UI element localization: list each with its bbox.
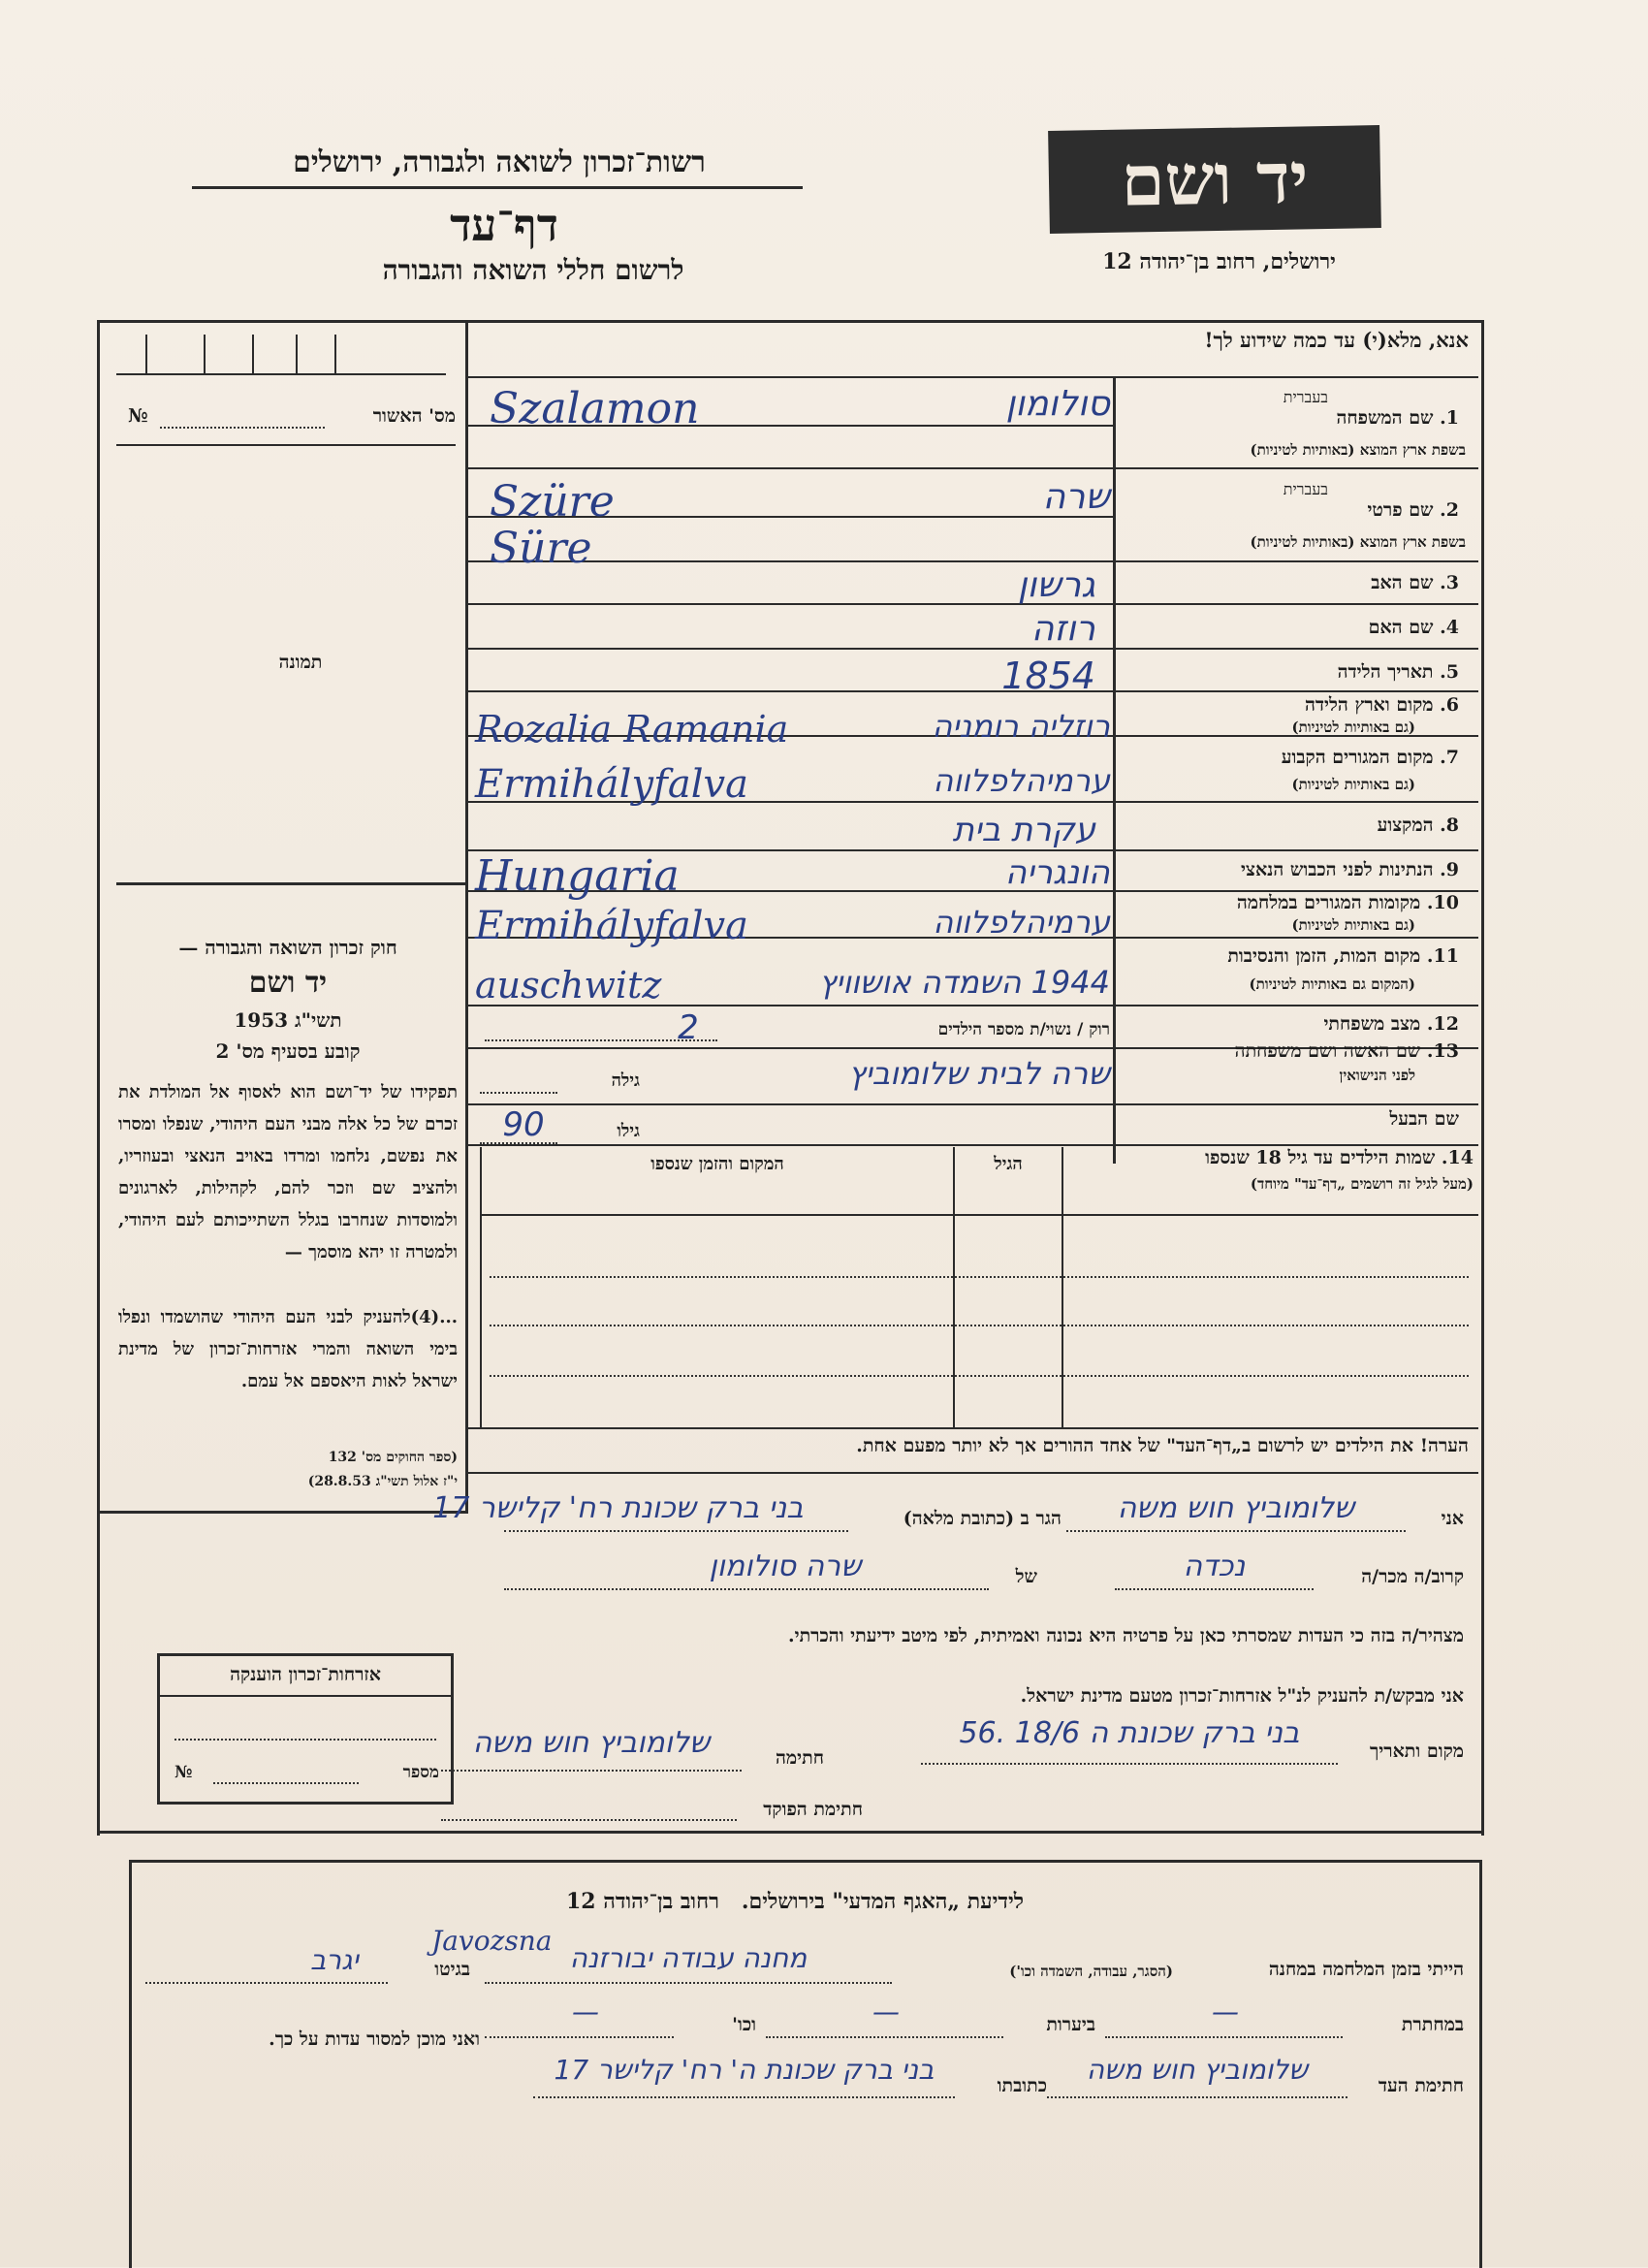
- field-11-value-latin: auschwitz: [475, 964, 662, 1006]
- children-label: 14. שמות הילדים עד גיל 18 שנספו: [1205, 1147, 1474, 1168]
- witness-address-value: בני ברק שכונת ה' רח' קלישר 17: [554, 2054, 935, 2086]
- approval-number-label: מס' האשור: [372, 405, 456, 427]
- field-2-value-latin-2: Süre: [490, 524, 592, 573]
- logo-text: יד ושם: [1120, 136, 1310, 222]
- camp-label: הייתי בזמן המלחמה במחנה: [1268, 1959, 1464, 1980]
- field-3-label-text: שם האב: [1371, 572, 1434, 593]
- signature-value: שלומוביץ חוש משה: [472, 1726, 711, 1760]
- field-10-label: [1125, 892, 1459, 914]
- note-rule: [468, 1472, 1478, 1474]
- field-2-label: [1125, 499, 1459, 522]
- children-row-1: [490, 1276, 1469, 1278]
- camp-line: [485, 1982, 892, 1984]
- ready-text: ואני מוכן למסור עדות על כך.: [269, 2028, 480, 2050]
- children-col-1: [953, 1147, 955, 1428]
- declaration-resides-line: [504, 1530, 848, 1532]
- field-10-num: 10.: [1426, 892, 1459, 913]
- etc-line: [485, 2036, 674, 2038]
- camp-types: (הסגר, עבודה, השמדה וכו'): [1009, 1963, 1173, 1980]
- field-6-sub: (גם באותיות לטיניות): [1291, 719, 1415, 736]
- science-title-text: לידיעת „האגף המדעי" בירושלים.: [741, 1889, 1025, 1914]
- field-4-label: [1125, 617, 1459, 639]
- field-13-num: 13.: [1426, 1040, 1459, 1062]
- citizenship-number-line: [213, 1782, 359, 1784]
- field-10-value-hebrew: ערמיהלפלווה: [933, 904, 1110, 941]
- citizenship-line: [174, 1739, 436, 1741]
- form-title: דף־עד: [450, 199, 558, 251]
- field-8-value: עקרת בית: [952, 811, 1095, 849]
- yad-vashem-logo: [1048, 125, 1381, 234]
- field-1-label: [1125, 407, 1459, 430]
- field-9-value-hebrew: הונגריה: [1004, 853, 1110, 892]
- citizenship-number-label: מספר: [402, 1763, 439, 1782]
- science-title: [388, 1889, 1202, 1914]
- top-rule: [468, 376, 1478, 378]
- law-year: תשי"ג 1953: [234, 1008, 342, 1032]
- children-table-left: [480, 1147, 482, 1428]
- place-date-value: בני ברק שכונת ה 18/6 .56: [959, 1716, 1300, 1750]
- field-9-num: 9.: [1440, 859, 1459, 880]
- field-4-label-text: שם האם: [1368, 617, 1434, 638]
- rule-2: [468, 560, 1478, 562]
- field-10-sub: (גם באותיות לטיניות): [1291, 916, 1415, 934]
- field-6-value-hebrew: רוזליה רומניה: [932, 708, 1110, 745]
- field-5-value: 1854: [1001, 655, 1095, 697]
- declaration-relative-value: נכדה: [1183, 1549, 1246, 1583]
- field-9-label: [1125, 859, 1459, 881]
- declaration-relative-label: קרוב/ה מכר/ה: [1361, 1566, 1464, 1587]
- field-8-num: 8.: [1440, 815, 1459, 836]
- declaration-of-label: של: [1015, 1566, 1037, 1587]
- field-7-sub: (גם באותיות לטיניות): [1291, 776, 1415, 793]
- citizenship-number-mark: №: [174, 1763, 193, 1782]
- field-2-value-latin: Szüre: [490, 477, 615, 527]
- fill-request: אנא, מלא(י) עד כמה שידוע לך!: [1204, 328, 1469, 352]
- field-3-label: [1125, 572, 1459, 594]
- photo-label: תמונה: [278, 652, 323, 673]
- law-name: יד ושם: [248, 966, 328, 1000]
- husband-age-label: גילו: [617, 1121, 640, 1141]
- declaration-request: אני מבקש/ת להעניק לנ"ל אזרחות־זכרון מטעם מדינת ישראל.: [1020, 1685, 1464, 1707]
- ghetto-value: יגרב: [310, 1944, 359, 1976]
- children-row-2: [490, 1325, 1469, 1326]
- citizenship-box: [157, 1653, 454, 1805]
- field-11-num: 11.: [1426, 945, 1459, 967]
- witness-address-label: כתובתו: [997, 2075, 1047, 2096]
- field-5-label-text: תאריך הלידה: [1337, 661, 1434, 683]
- field-8-label: [1125, 815, 1459, 837]
- field-13-sub: לפני הנישואין: [1339, 1067, 1415, 1084]
- label-column-divider: [1113, 376, 1116, 1164]
- field-11-label-text: מקום המות, הזמן והנסיבות: [1227, 945, 1421, 967]
- field-6-label-text: מקום וארץ הלידה: [1304, 694, 1434, 716]
- field-1-num: 1.: [1440, 407, 1459, 429]
- field-4-value: רוזה: [1030, 609, 1095, 649]
- field-8-label-text: המקצוע: [1377, 815, 1434, 836]
- witness-signature-value: שלומוביץ חוש משה: [1086, 2054, 1309, 2086]
- approval-number-line: [160, 427, 325, 429]
- children-table-bottom: [468, 1427, 1478, 1429]
- field-13-label: [1125, 1040, 1459, 1063]
- rule-13: [468, 1103, 1478, 1105]
- children-col-2: [1062, 1147, 1063, 1428]
- forest-line: [766, 2036, 1003, 2038]
- field-1-label-text: שם המשפחה: [1336, 407, 1434, 429]
- underground-line: [1105, 2036, 1343, 2038]
- field-2-sub-hebrew: בעברית: [1283, 480, 1328, 498]
- field-12-status-label: רוק / נשוי/ת מספר הילדים: [937, 1020, 1110, 1039]
- field-13-label-text: שם האשה ושם משפחתה: [1234, 1040, 1421, 1062]
- approval-row-rule: [116, 444, 456, 446]
- field-7-label: [1125, 747, 1459, 769]
- field-12-value: 2: [678, 1008, 699, 1047]
- field-1-value-latin: Szalamon: [490, 384, 700, 433]
- field-13-age-line: [480, 1092, 557, 1094]
- authority-underline: [192, 186, 803, 189]
- declaration-resides-label: הגר ב (כתובת מלאה): [903, 1508, 1062, 1529]
- field-7-num: 7.: [1440, 747, 1459, 768]
- children-note: הערה! את הילדים יש לרשום ב„דף־העד" של אחד ההורים אך לא יותר מפעם אחת.: [856, 1435, 1469, 1456]
- law-text: תפקידו של יד־ושם הוא לאסוף אל המולדת את זכרם של כל אלה מבני העם היהודי, שנפלו ומסרו את נפשם, נלחמו ומרדו באויב הנאצי ובעוזריו, ולהציב שם וזכר להם, לקהילות, לארגונים ולמוסדות שנחרבו בגלל השתייכותם לעם היהודי, ולמטרה זו יהא מוסמך —: [118, 1082, 458, 1262]
- field-3-value: גרשון: [1017, 565, 1095, 605]
- approval-boxes: [116, 335, 446, 373]
- declaration-i-value: שלומוביץ חוש משה: [1117, 1491, 1355, 1525]
- ghetto-label: בגיטו: [434, 1959, 470, 1980]
- authority-name: רשות־זכרון לשואה ולגבורה, ירושלים: [293, 145, 706, 179]
- etc-label: וכו': [732, 2014, 756, 2035]
- field-7-label-text: מקום המגורים הקבוע: [1281, 747, 1434, 768]
- field-12-line: [485, 1039, 717, 1041]
- declaration-i-label: אני: [1441, 1508, 1464, 1529]
- field-5-num: 5.: [1440, 661, 1459, 683]
- place-date-label: מקום ותאריך: [1369, 1741, 1464, 1762]
- field-1-sub-latin: בשפת ארץ המוצא (באותיות לטיניות): [1250, 441, 1466, 459]
- field-1-sub-hebrew: בעברית: [1283, 388, 1328, 406]
- field-1-value-hebrew: סולומון: [1005, 384, 1110, 424]
- field-3-num: 3.: [1440, 572, 1459, 593]
- witness-signature-line: [1047, 2096, 1347, 2098]
- official-signature-label: חתימת הפוקד: [763, 1799, 863, 1820]
- husband-label: שם הבעל: [1389, 1108, 1459, 1130]
- declaration-statement: מצהיר/ה בזה כי העדות שמסרתי כאן על פרטיה היא נכונה ואמיתית, לפי מיטב ידיעתי והכרתי.: [787, 1625, 1464, 1646]
- field-11-value-hebrew: 1944 השמדה אושוויץ: [818, 964, 1110, 1001]
- field-7-value-latin: Ermihályfalva: [475, 762, 748, 807]
- children-sub: (מעל לגיל זה רושמים „דף־עד" מיוחד): [1250, 1175, 1474, 1193]
- underground-label: במחתרת: [1401, 2014, 1464, 2035]
- field-12-num: 12.: [1426, 1013, 1459, 1035]
- place-date-line: [921, 1763, 1338, 1765]
- camp-value-latin: Javozsna: [431, 1925, 553, 1957]
- law-text-2: ...(4)להעניק לבני העם היהודי שהושמדו ונפלו בימי השואה והמרי אזרחות־זכרון של מדינת ישראל לאות היאספם אל עמם.: [118, 1307, 458, 1391]
- children-header-rule: [480, 1214, 1478, 1216]
- declaration-relative-line: [1115, 1588, 1314, 1590]
- field-9-label-text: הנתינות לפני הכבוש הנאצי: [1241, 859, 1434, 880]
- law-reference-1: (ספר החוקים מס' 132: [328, 1450, 458, 1465]
- field-12-label: [1125, 1013, 1459, 1036]
- husband-age-line: [480, 1142, 557, 1144]
- field-4-num: 4.: [1440, 617, 1459, 638]
- declaration-i-line: [1066, 1530, 1406, 1532]
- witness-signature-label: חתימת העד: [1378, 2075, 1464, 2096]
- husband-age-value: 90: [502, 1105, 545, 1144]
- signature-label: חתימה: [775, 1747, 824, 1769]
- field-10-label-text: מקומות המגורים במלחמה: [1236, 892, 1421, 913]
- citizenship-title: אזרחות־זכרון הוענקה: [230, 1664, 381, 1685]
- rule-14: [468, 1144, 1478, 1146]
- left-column-divider: [465, 320, 468, 1513]
- form-subtitle: לרשום חללי השואה והגבורה: [382, 254, 684, 286]
- field-11-label: [1125, 945, 1459, 968]
- rule-1: [468, 467, 1478, 469]
- forest-dash: —: [872, 1996, 900, 2028]
- field-9-value-latin: Hungaria: [475, 851, 680, 901]
- declaration-of-value: שרה סולומון: [709, 1549, 862, 1583]
- field-10-value-latin: Ermihályfalva: [475, 904, 748, 948]
- witness-address-line: [533, 2096, 955, 2098]
- etc-dash: —: [572, 1996, 599, 2028]
- children-place-header: המקום והזמן שנספו: [650, 1154, 784, 1174]
- field-6-num: 6.: [1440, 694, 1459, 716]
- field-13-value: שרה לבית שלומוביץ: [848, 1055, 1110, 1092]
- field-2-sub-latin: בשפת ארץ המוצא (באותיות לטיניות): [1250, 533, 1466, 551]
- law-section: קובע בסעיף מס' 2: [215, 1039, 361, 1063]
- law-reference-2: י"ז אלול תשי"ג 28.8.53): [307, 1474, 458, 1489]
- underground-dash: —: [1212, 1996, 1239, 2028]
- header-address: ירושלים, רחוב בן־יהודה 12: [1102, 249, 1336, 274]
- official-signature-line: [441, 1819, 737, 1821]
- camp-value: מחנה עבודה יבורזנה: [569, 1942, 808, 1974]
- approval-number-mark: №: [128, 405, 148, 427]
- children-age-header: הגיל: [994, 1154, 1023, 1174]
- law-title: חוק זכרון השואה והגבורה —: [178, 936, 397, 959]
- signature-line: [441, 1770, 742, 1772]
- field-5-label: [1125, 661, 1459, 684]
- forest-label: ביערות: [1046, 2014, 1095, 2035]
- photo-bottom-rule: [116, 882, 465, 885]
- field-6-value-latin: Rozalia Ramania: [475, 708, 789, 751]
- field-2-value-hebrew: שרה: [1042, 477, 1110, 517]
- field-6-label: [1125, 694, 1459, 717]
- field-2-label-text: שם פרטי: [1367, 499, 1434, 521]
- field-12-label-text: מצב משפחתי: [1323, 1013, 1421, 1035]
- children-row-3: [490, 1375, 1469, 1377]
- form-bottom-rule: [97, 1831, 1481, 1834]
- declaration-resides-value: בני ברק שכונת רח' קלישר 17: [432, 1491, 804, 1525]
- ghetto-line: [145, 1982, 388, 1984]
- declaration-of-line: [504, 1588, 989, 1590]
- field-2-num: 2.: [1440, 499, 1459, 521]
- field-13-age-label: גילה: [611, 1070, 640, 1091]
- field-11-sub: (המקום גם באותיות לטיניות): [1249, 975, 1415, 993]
- science-address: רחוב בן־יהודה 12: [565, 1889, 719, 1914]
- field-7-value-hebrew: ערמיהלפלווה: [933, 762, 1110, 799]
